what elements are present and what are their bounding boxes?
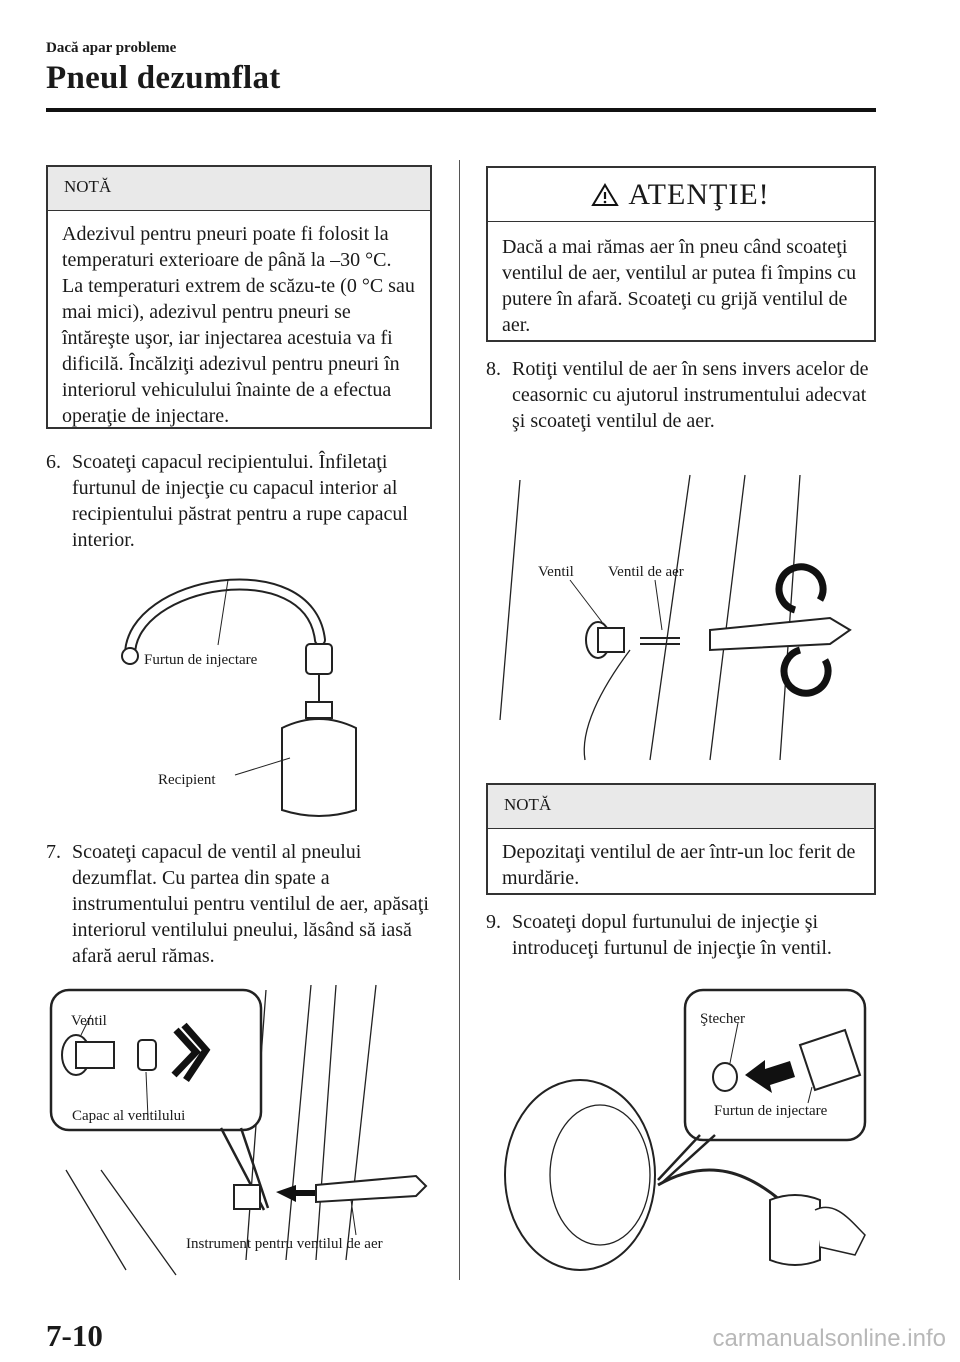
step-text: Scoateţi capacul de ventil al pneului dezumflat. Cu partea din spate a instrumentului pentru ventilul de aer, apăsaţi interiorul ventilului pneului, lăsând să iasă afară aerul rămas. bbox=[72, 841, 429, 967]
valve-label: Ventil bbox=[71, 1013, 107, 1029]
plug-icon bbox=[713, 1063, 737, 1091]
air-valve-label: Ventil de aer bbox=[608, 564, 684, 580]
figure-remove-air-valve bbox=[490, 470, 870, 770]
step-8 bbox=[486, 356, 876, 434]
step-text: Scoateţi capacul recipientului. Înfiletaţi furtunul de injecţie cu capacul interior al recipientului păstrat pentru a rupe capacul interior. bbox=[72, 451, 408, 551]
step-number: 7. bbox=[46, 841, 61, 863]
container-icon bbox=[770, 1195, 820, 1265]
valve-cap bbox=[138, 1040, 156, 1070]
plug-label: Ştecher bbox=[700, 1011, 745, 1027]
step-text: Rotiţi ventilul de aer în sens invers acelor de ceasornic cu ajutorul instrumentului adecvat şi scoateţi ventilul de aer. bbox=[512, 358, 869, 432]
warning-icon bbox=[592, 183, 618, 207]
column-divider bbox=[459, 160, 460, 1280]
title-divider bbox=[46, 108, 876, 112]
step-7 bbox=[46, 839, 446, 969]
arrow-left-icon bbox=[276, 1185, 321, 1202]
note-box bbox=[486, 783, 876, 895]
figure-valve-cap-tool bbox=[46, 980, 446, 1280]
valve-tool bbox=[710, 618, 850, 650]
tire-icon bbox=[505, 1080, 655, 1270]
warning-box bbox=[486, 166, 876, 342]
page-title: Pneul dezumflat bbox=[46, 60, 281, 96]
note-heading: NOTĂ bbox=[488, 785, 874, 829]
watermark: carmanualsonline.info bbox=[712, 1325, 946, 1352]
step-number: 9. bbox=[486, 911, 501, 933]
tool-label: Instrument pentru ventilul de aer bbox=[186, 1236, 383, 1252]
warning-body: Dacă a mai rămas aer în pneu când scoateţi ventilul de aer, ventilul ar putea fi împins cu putere în afară. Scoateţi cu grijă ventilul de aer. bbox=[502, 236, 857, 336]
note-body: Depozitaţi ventilul de aer într-un loc ferit de murdărie. bbox=[502, 841, 856, 889]
figure-container-hose bbox=[110, 560, 430, 820]
step-number: 8. bbox=[486, 358, 501, 380]
container-neck bbox=[306, 702, 332, 718]
figure-insert-hose bbox=[490, 985, 870, 1275]
air-valve-core bbox=[640, 638, 680, 644]
note-body: Adezivul pentru pneuri poate fi folosit la temperaturi exterioare de până la –30 °C. La temperaturi extrem de scăzu-te (0 °C sau mai mici), adezivul pentru pneuri se întăreşte uşor, iar injectarea acestuia va fi dificilă. Încălziţi adezivul pentru pneuri în interiorul vehiculului înainte de a efectua operaţie de injectare. bbox=[62, 223, 415, 427]
page-number: 7-10 bbox=[46, 1318, 103, 1353]
hand-icon bbox=[815, 1207, 865, 1255]
container-icon bbox=[282, 719, 356, 816]
note-heading: NOTĂ bbox=[48, 167, 430, 211]
valve-tool bbox=[316, 1176, 426, 1202]
step-number: 6. bbox=[46, 451, 61, 473]
step-text: Scoateţi dopul furtunului de injecţie şi introduceţi furtunul de injecţie în ventil. bbox=[512, 911, 832, 959]
hose-label: Furtun de injectare bbox=[144, 652, 258, 668]
warning-heading bbox=[488, 168, 874, 222]
warning-title: ATENŢIE! bbox=[628, 177, 770, 211]
hose-connector bbox=[306, 644, 332, 674]
step-9 bbox=[486, 909, 876, 961]
section-label: Dacă apar probleme bbox=[46, 40, 177, 56]
valve-cap-label: Capac al ventilului bbox=[72, 1108, 186, 1124]
step-6 bbox=[46, 449, 446, 553]
hose-label: Furtun de injectare bbox=[714, 1103, 828, 1119]
container-label: Recipient bbox=[158, 772, 216, 788]
valve-label: Ventil bbox=[538, 564, 574, 580]
note-box bbox=[46, 165, 432, 429]
